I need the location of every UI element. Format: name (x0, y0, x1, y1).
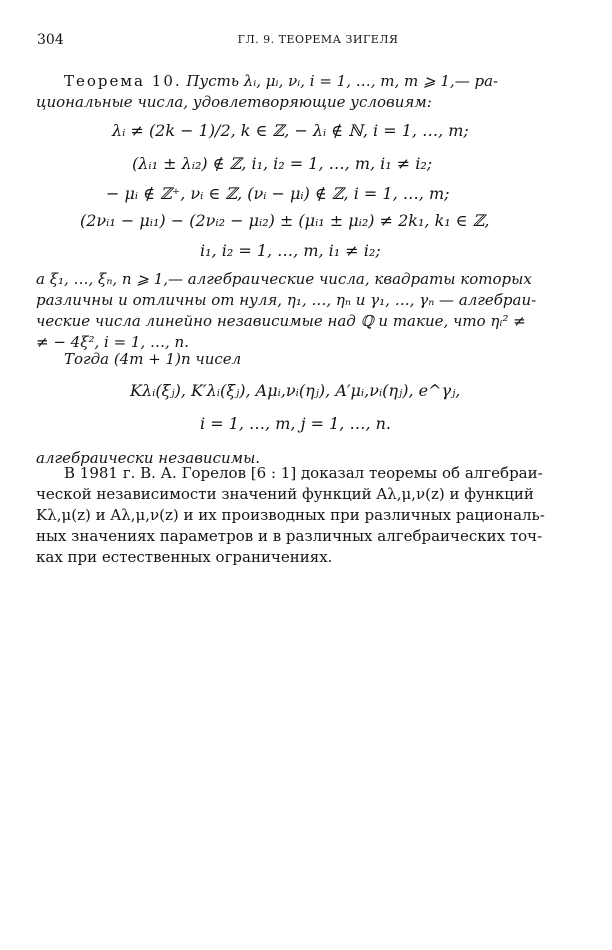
paragraph-line-3: Kλ,μ(z) и Aλ,μ,ν(z) и их производных при различных рациональ- (36, 506, 545, 524)
theorem-intro-text-1: Пусть λᵢ, μᵢ, νᵢ, i = 1, …, m, m ⩾ 1,— ра- (186, 72, 499, 90)
theorem-intro-line-1 (64, 74, 498, 89)
condition-line-1: а ξ₁, …, ξₙ, n ⩾ 1,— алгебраические числа, квадраты которых (36, 270, 532, 288)
paragraph-line-5: ках при естественных ограничениях. (36, 548, 333, 566)
formula-line-1: λᵢ ≠ (2k − 1)/2, k ∈ ℤ, − λᵢ ∉ ℕ, i = 1, …, m; (112, 121, 469, 140)
paragraph-line-1: В 1981 г. В. А. Горелов [6 : 1] доказал теоремы об алгебраи- (64, 464, 543, 482)
theorem-intro-line-2: циональные числа, удовлетворяющие условиям: (36, 93, 432, 111)
index-line: i = 1, …, m, j = 1, …, n. (200, 414, 392, 433)
theorem-label: Теорема 10. (64, 72, 182, 90)
functions-line: Kλᵢ(ξⱼ), K′λᵢ(ξⱼ), Aμᵢ,νᵢ(ηⱼ), A′μᵢ,νᵢ(ηⱼ), e^γⱼ, (130, 381, 461, 400)
formula-line-3: − μᵢ ∉ ℤ⁺, νᵢ ∈ ℤ, (νᵢ − μᵢ) ∉ ℤ, i = 1, …, m; (106, 184, 450, 203)
condition-line-2: различны и отличны от нуля, η₁, …, ηₙ и γ₁, …, γₙ — алгебраи- (36, 291, 537, 309)
formula-line-2: (λᵢ₁ ± λᵢ₂) ∉ ℤ, i₁, i₂ = 1, …, m, i₁ ≠ i₂; (132, 154, 433, 173)
formula-line-5: i₁, i₂ = 1, …, m, i₁ ≠ i₂; (200, 241, 381, 260)
condition-line-3: ческие числа линейно независимые над ℚ и такие, что ηᵢ² ≠ (36, 312, 526, 330)
page-number: 304 (37, 32, 64, 48)
formula-line-4: (2νᵢ₁ − μᵢ₁) − (2νᵢ₂ − μᵢ₂) ± (μᵢ₁ ± μᵢ₂) ≠ 2k₁, k₁ ∈ ℤ, (80, 211, 490, 230)
condition-line-4: ≠ − 4ξ², i = 1, …, n. (36, 333, 189, 351)
theorem-conclusion: алгебраически независимы. (36, 449, 261, 467)
running-header: ГЛ. 9. ТЕОРЕМА ЗИГЕЛЯ (237, 33, 399, 46)
then-line: Тогда (4m + 1)n чисел (64, 350, 242, 368)
paragraph-line-4: ных значениях параметров и в различных алгебраических точ- (36, 527, 543, 545)
paragraph-line-2: ческой независимости значений функций Aλ,μ,ν(z) и функций (36, 485, 534, 503)
